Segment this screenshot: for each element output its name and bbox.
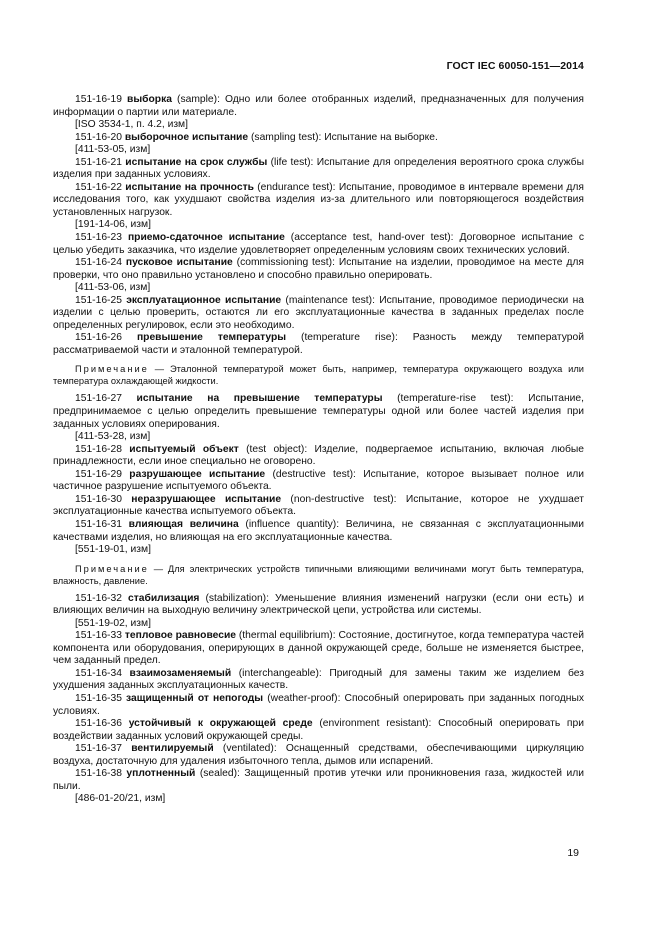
term-entry	[53, 718, 584, 743]
term-number: 151-16-25	[75, 294, 122, 306]
term-entry	[53, 519, 584, 544]
term-entry	[53, 768, 584, 793]
note	[53, 363, 584, 387]
term-definition: (commissioning test): Испытание на изделии, проводимое на месте для проверки, что оно правильно установлено и способно правильно оперировать.	[53, 257, 584, 281]
term-name: превышение температуры	[136, 332, 287, 344]
term-entry	[53, 295, 584, 333]
term-number: 151-16-37	[75, 743, 122, 755]
term-name: испытание на превышение температуры	[136, 393, 383, 405]
term-name: защищенный от непогоды	[126, 692, 264, 704]
term-number: 151-16-19	[75, 94, 122, 105]
term-name: испытание на срок службы	[125, 156, 268, 168]
term-definition: (non-destructive test): Испытание, которое не ухудшает эксплуатационные качества испытуемого объекта.	[53, 493, 584, 518]
term-name: влияющая величина	[128, 518, 239, 530]
term-definition: (influence quantity): Величина, не связанная с эксплуатационными качествами изделия, но влияющая на его эксплуатационные качества.	[53, 518, 584, 543]
term-entry	[53, 182, 584, 220]
term-entry	[53, 469, 584, 494]
term-number: 151-16-36	[75, 718, 122, 730]
term-number: 151-16-28	[75, 443, 122, 455]
term-entry	[53, 693, 584, 718]
source-reference: [411-53-06, изм]	[75, 282, 151, 294]
note-label: Примечание	[75, 364, 149, 375]
term-entry	[53, 132, 584, 145]
source-reference: [551-19-02, изм]	[75, 617, 151, 629]
note-label: Примечание	[75, 563, 149, 574]
source-reference: [486-01-20/21, изм]	[75, 793, 166, 805]
term-definition: (sampling test): Испытание на выборке.	[248, 131, 438, 143]
term-entry	[53, 593, 584, 618]
term-number: 151-16-21	[75, 156, 122, 168]
term-name: испытуемый объект	[129, 443, 239, 455]
term-entry	[53, 630, 584, 668]
source-reference: [551-19-01, изм]	[75, 544, 151, 556]
term-number: 151-16-27	[75, 393, 122, 405]
note	[53, 563, 584, 587]
note-text: — Эталонной температурой может быть, например, температура окружающего воздуха или температура охлаждающей жидкости.	[53, 364, 584, 387]
term-number: 151-16-31	[75, 518, 122, 530]
term-name: устойчивый к окружающей среде	[128, 718, 313, 730]
term-name: испытание на прочность	[125, 181, 254, 193]
term-number: 151-16-20	[75, 131, 122, 143]
term-number: 151-16-24	[75, 257, 122, 269]
term-definition: (stabilization): Уменьшение влияния изменений нагрузки (если они есть) и влияющих величин на выходную величину электрической цепи, устройства или системы.	[53, 592, 584, 617]
source-reference: [ISO 3534-1, п. 4.2, изм]	[75, 119, 188, 131]
term-definition: (acceptance test, hand-over test): Договорное испытание с целью убедить заказчика, что изделие удовлетворяет определенным условиям своих технических условий.	[53, 232, 584, 256]
term-name: выборка	[127, 94, 172, 105]
term-definition: (thermal equilibrium): Состояние, достигнутое, когда температура частей компонента или оборудования, оперирующих в данной окружающей среде, больше не изменяется быстрее, чем заданный предел.	[53, 630, 584, 667]
term-name: неразрушающее испытание	[131, 493, 282, 505]
term-number: 151-16-34	[75, 667, 122, 679]
term-definition: (interchangeable): Пригодный для замены таким же изделием без ухудшения заданных эксплуатационных качеств.	[53, 667, 584, 692]
term-definition: (sample): Одно или более отобранных изделий, предназначенных для получения информации о партии или материале.	[53, 94, 584, 118]
term-name: уплотненный	[126, 768, 196, 780]
term-definition: (destructive test): Испытание, которое вызывает полное или частичное разрушение испытуемого объекта.	[53, 468, 584, 493]
term-number: 151-16-32	[75, 592, 122, 604]
term-entry	[53, 444, 584, 469]
term-number: 151-16-30	[75, 493, 122, 505]
page-number: 19	[567, 847, 579, 859]
term-name: приемо-сдаточное испытание	[127, 232, 285, 244]
term-number: 151-16-26	[75, 332, 122, 344]
term-entry	[53, 232, 584, 257]
term-entry	[53, 332, 584, 357]
term-definition: (temperature-rise test): Испытание, предпринимаемое с целью определить превышение температуры одной или более частей изделия при заданных условиях оперирования.	[53, 393, 584, 430]
term-entry	[53, 668, 584, 693]
term-number: 151-16-22	[75, 181, 122, 193]
term-name: вентилируемый	[131, 743, 214, 755]
term-name: взаимозаменяемый	[129, 667, 232, 679]
term-name: пусковое испытание	[125, 257, 233, 269]
term-name: выборочное испытание	[124, 131, 249, 143]
term-number: 151-16-33	[75, 630, 122, 642]
term-entry	[53, 257, 584, 282]
note-text: — Для электрических устройств типичными влияющими величинами могут быть температура, влажность, давление.	[53, 563, 584, 586]
term-name: стабилизация	[127, 592, 200, 604]
term-number: 151-16-29	[75, 468, 122, 480]
term-entry	[53, 393, 584, 431]
term-definition: (environment resistant): Способный оперировать при воздействии заданных условий окружающей среды.	[53, 718, 584, 742]
term-name: разрушающее испытание	[129, 468, 266, 480]
source-reference: [411-53-28, изм]	[75, 431, 151, 443]
document-header: ГОСТ IEC 60050-151—2014	[446, 60, 584, 72]
term-definition: (endurance test): Испытание, проводимое в интервале времени для исследования того, как ухудшают свойства изделия из-за длительного или повторяющегося воздействия установленных нагрузок.	[53, 181, 584, 218]
term-name: эксплуатационное испытание	[126, 294, 282, 306]
term-definition: (sealed): Защищенный против утечки или проникновения газа, жидкостей или пыли.	[53, 768, 584, 792]
term-definition: (maintenance test): Испытание, проводимое периодически на изделии с целью проверить, остаются ли его эксплуатационные качества в заданных пределах после определенных регулировок, если это необходимо.	[53, 294, 584, 331]
term-entry	[53, 494, 584, 519]
term-name: тепловое равновесие	[124, 630, 237, 642]
document-body	[53, 94, 584, 806]
term-definition: (test object): Изделие, подвергаемое испытанию, включая любые принадлежности, если иное специально не оговорено.	[53, 443, 584, 468]
term-number: 151-16-23	[75, 232, 122, 244]
term-entry	[53, 94, 584, 119]
source-reference: [411-53-05, изм]	[75, 144, 151, 156]
term-definition: (life test): Испытание для определения вероятного срока службы изделия при заданных условиях.	[53, 156, 584, 181]
term-entry	[53, 157, 584, 182]
term-number: 151-16-35	[75, 692, 122, 704]
term-number: 151-16-38	[75, 768, 122, 780]
source-reference: [191-14-06, изм]	[75, 219, 151, 231]
term-definition: (ventilated): Оснащенный средствами, обеспечивающими циркуляцию воздуха, достаточную для удаления избыточного тепла, дымов или испарений.	[53, 743, 584, 767]
term-definition: (temperature rise): Разность между температурой рассматриваемой части и эталонной температурой.	[53, 332, 584, 356]
term-entry	[53, 743, 584, 768]
term-definition: (weather-proof): Способный оперировать при заданных погодных условиях.	[53, 692, 584, 717]
